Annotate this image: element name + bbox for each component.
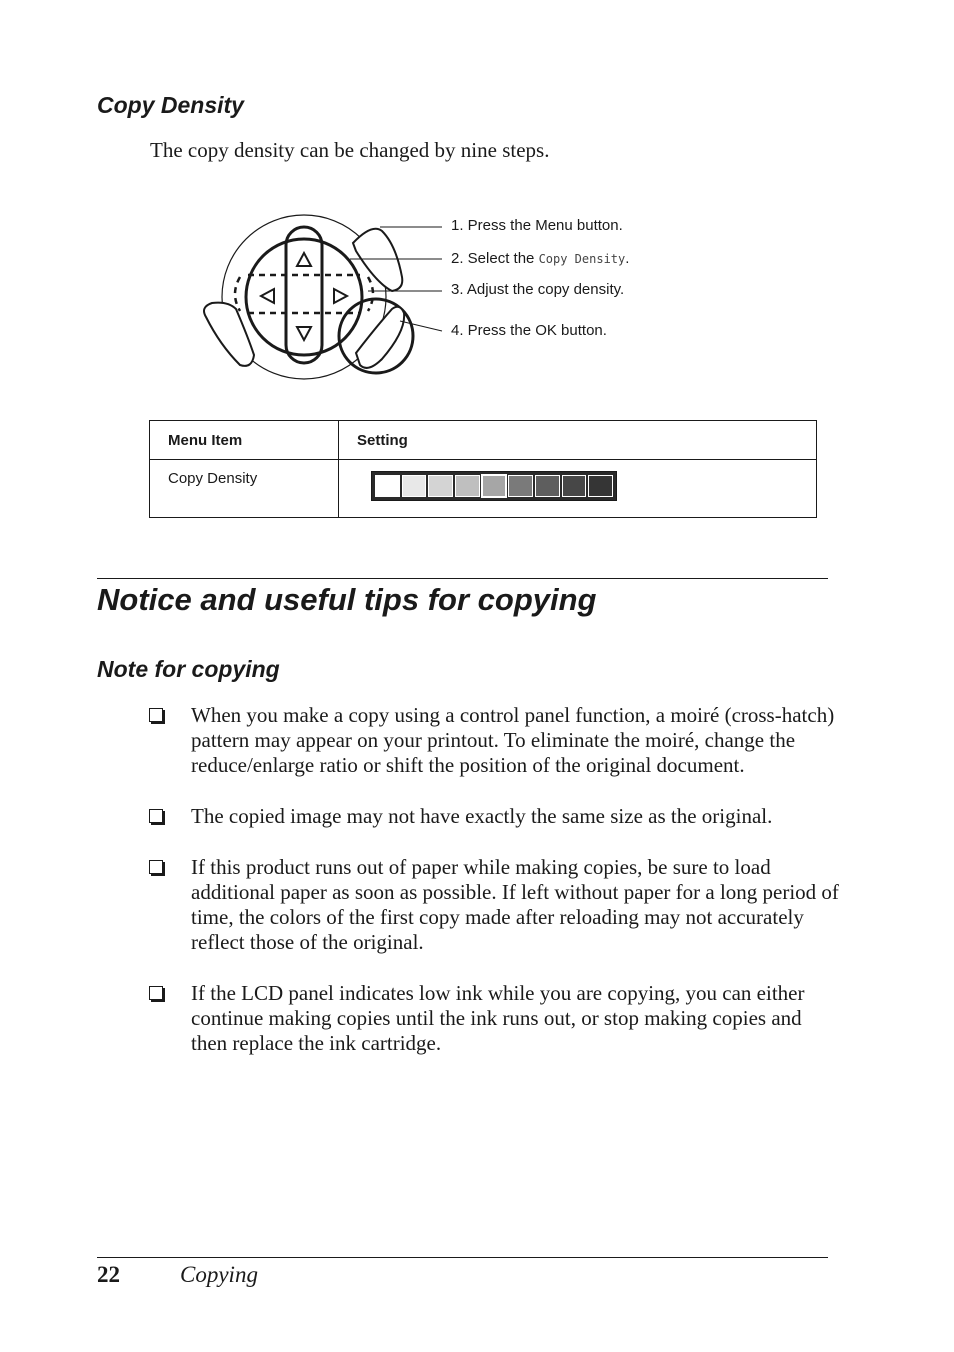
list-item: When you make a copy using a control panel function, a moiré (cross-hatch) pattern may appear on your printout. To eliminate the moiré, change the reduce/enlarge ratio or shift the position of the original document. [149, 703, 839, 778]
checkbox-bullet-icon [149, 986, 163, 1000]
density-step-9 [588, 475, 613, 497]
density-step-4 [455, 475, 480, 497]
column-header-menu-item: Menu Item [150, 421, 339, 460]
step-1-callout: 1. Press the Menu button. [451, 217, 623, 234]
list-item: The copied image may not have exactly the same size as the original. [149, 804, 839, 829]
down-arrow-icon [297, 327, 311, 340]
step-3-callout: 3. Adjust the copy density. [451, 281, 625, 298]
density-step-8 [562, 475, 587, 497]
density-step-6 [508, 475, 533, 497]
density-step-2 [402, 475, 427, 497]
left-arrow-icon [261, 289, 274, 303]
list-item: If the LCD panel indicates low ink while you are copying, you can either continue making copies until the ink runs out, or stop making copies and then replace the ink cartridge. [149, 981, 839, 1056]
copy-density-heading: Copy Density [97, 92, 244, 118]
density-step-3 [428, 475, 453, 497]
checkbox-bullet-icon [149, 708, 163, 722]
lcd-menu-text: Copy Density [538, 252, 626, 266]
copy-density-intro: The copy density can be changed by nine steps. [150, 138, 550, 162]
density-step-1 [375, 475, 400, 497]
copying-notes-list [149, 703, 839, 1082]
table-row [150, 460, 817, 518]
right-arrow-icon [334, 289, 347, 303]
step-4-callout: 4. Press the OK button. [451, 322, 607, 339]
page-number: 22 [97, 1262, 120, 1287]
notice-heading: Notice and useful tips for copying [97, 582, 597, 617]
footer-divider [97, 1257, 828, 1258]
density-step-7 [535, 475, 560, 497]
list-item: If this product runs out of paper while making copies, be sure to load additional paper as soon as possible. If left without paper for a long period of time, the colors of the first copy made after reloading may not accurately reflect those of the original. [149, 855, 839, 955]
density-scale [371, 471, 617, 501]
up-down-key [286, 227, 322, 363]
menu-item-cell: Copy Density [150, 460, 339, 518]
copy-density-settings-table [149, 420, 817, 518]
checkbox-bullet-icon [149, 809, 163, 823]
note-for-copying-heading: Note for copying [97, 656, 280, 682]
checkbox-bullet-icon [149, 860, 163, 874]
ok-button-shape [356, 307, 404, 368]
density-step-5 [482, 475, 507, 497]
footer-section-title: Copying [180, 1262, 258, 1287]
section-divider [97, 578, 828, 579]
setting-cell [339, 460, 817, 518]
step-2-callout: 2. Select the Copy Density. [451, 250, 630, 267]
column-header-setting: Setting [339, 421, 817, 460]
up-arrow-icon [297, 253, 311, 266]
